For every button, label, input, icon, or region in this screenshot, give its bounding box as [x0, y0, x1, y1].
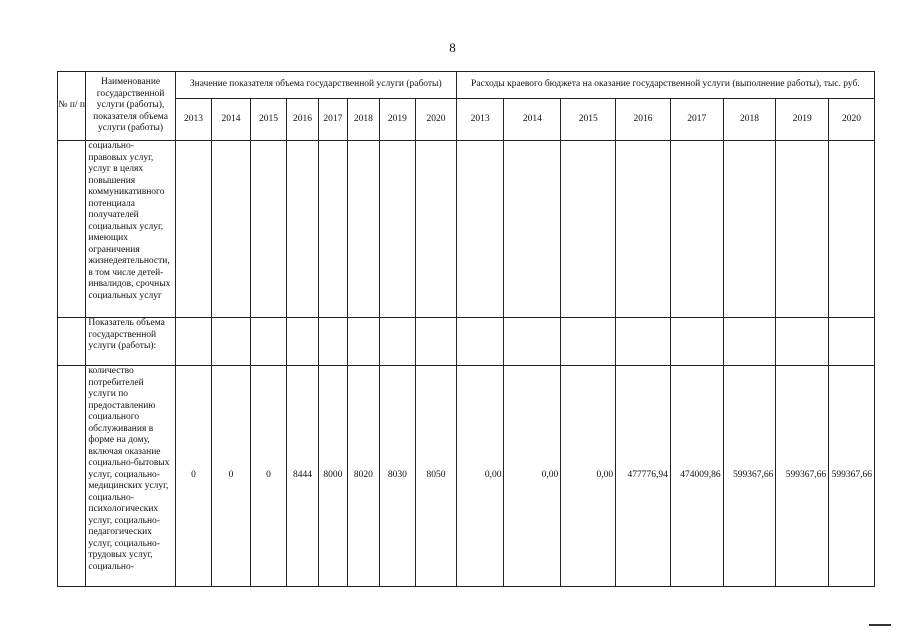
- service-name: Показатель объема государственной услуги (работы):: [86, 318, 175, 366]
- expense-cell: [616, 141, 671, 318]
- indicator-cell: [318, 141, 347, 318]
- indicator-group-header: Значение показателя объема государственной услуги (работы): [175, 72, 456, 99]
- indicator-cell: [175, 318, 212, 366]
- indicator-year-header: 2013: [175, 99, 212, 141]
- expense-cell: [776, 318, 829, 366]
- expense-cell: 474009,86: [670, 366, 723, 587]
- expense-year-header: 2015: [561, 99, 616, 141]
- indicator-cell: [348, 141, 379, 318]
- indicator-year-header: 2019: [379, 99, 416, 141]
- indicator-cell: [379, 141, 416, 318]
- expense-year-header: 2019: [776, 99, 829, 141]
- indicator-year-header: 2014: [212, 99, 251, 141]
- expense-cell: [670, 141, 723, 318]
- expense-cell: [504, 318, 561, 366]
- expense-cell: 0,00: [504, 366, 561, 587]
- indicator-cell: [348, 318, 379, 366]
- service-name: социально-правовых услуг, услуг в целях повышения коммуникативного потенциала получателей социальных услуг, имеющих ограничения жизнедеятельности, в том числе детей-инвалидов, срочных социальных услуг: [86, 141, 175, 318]
- budget-table: [57, 71, 875, 587]
- header-row-groups: [58, 72, 875, 99]
- row-number: [58, 318, 86, 366]
- expense-cell: [616, 318, 671, 366]
- indicator-year-header: 2015: [250, 99, 287, 141]
- expense-cell: [776, 141, 829, 318]
- expense-cell: 0,00: [456, 366, 504, 587]
- expense-year-header: 2016: [616, 99, 671, 141]
- header-row-years: [58, 99, 875, 141]
- expense-cell: [456, 318, 504, 366]
- expense-cell: 0,00: [561, 366, 616, 587]
- table-row: [58, 366, 875, 587]
- indicator-year-header: 2020: [416, 99, 457, 141]
- indicator-cell: 0: [212, 366, 251, 587]
- indicator-cell: 0: [250, 366, 287, 587]
- indicator-cell: [250, 318, 287, 366]
- indicator-cell: 8050: [416, 366, 457, 587]
- expense-group-header: Расходы краевого бюджета на оказание государственной услуги (выполнение работы), тыс. руб.: [456, 72, 874, 99]
- name-header: Наименование государственной услуги (работы), показателя объема услуги (работы): [86, 72, 175, 141]
- scan-mark: [869, 624, 891, 626]
- indicator-cell: [379, 318, 416, 366]
- indicator-cell: [212, 141, 251, 318]
- expense-year-header: 2018: [723, 99, 776, 141]
- expense-cell: 599367,66: [776, 366, 829, 587]
- expense-cell: 477776,94: [616, 366, 671, 587]
- expense-cell: [670, 318, 723, 366]
- expense-cell: [723, 141, 776, 318]
- indicator-cell: [212, 318, 251, 366]
- indicator-cell: [416, 141, 457, 318]
- indicator-cell: [175, 141, 212, 318]
- indicator-cell: [287, 318, 318, 366]
- expense-cell: [829, 141, 875, 318]
- indicator-cell: 8030: [379, 366, 416, 587]
- expense-cell: [456, 141, 504, 318]
- expense-cell: [561, 141, 616, 318]
- table-row: [58, 141, 875, 318]
- num-header: № п/ п: [58, 72, 86, 141]
- row-number: [58, 141, 86, 318]
- expense-cell: [723, 318, 776, 366]
- expense-cell: [504, 141, 561, 318]
- indicator-cell: 0: [175, 366, 212, 587]
- page-number: 8: [449, 40, 456, 55]
- expense-year-header: 2020: [829, 99, 875, 141]
- service-name: количество потребителей услуги по предоставлению социального обслуживания в форме на дому, включая оказание социально-бытовых услуг, социально-медицинских услуг, социально-психологических услуг, социально-педагогических услуг, социально-трудовых услуг, социально-: [86, 366, 175, 587]
- expense-cell: 599367,66: [723, 366, 776, 587]
- expense-year-header: 2014: [504, 99, 561, 141]
- indicator-year-header: 2018: [348, 99, 379, 141]
- expense-cell: 599367,66: [829, 366, 875, 587]
- expense-year-header: 2017: [670, 99, 723, 141]
- expense-cell: [829, 318, 875, 366]
- indicator-cell: 8020: [348, 366, 379, 587]
- indicator-cell: [287, 141, 318, 318]
- indicator-cell: 8000: [318, 366, 347, 587]
- indicator-year-header: 2017: [318, 99, 347, 141]
- indicator-cell: [318, 318, 347, 366]
- indicator-year-header: 2016: [287, 99, 318, 141]
- indicator-cell: 8444: [287, 366, 318, 587]
- indicator-cell: [416, 318, 457, 366]
- expense-year-header: 2013: [456, 99, 504, 141]
- row-number: [58, 366, 86, 587]
- indicator-cell: [250, 141, 287, 318]
- table-row: [58, 318, 875, 366]
- expense-cell: [561, 318, 616, 366]
